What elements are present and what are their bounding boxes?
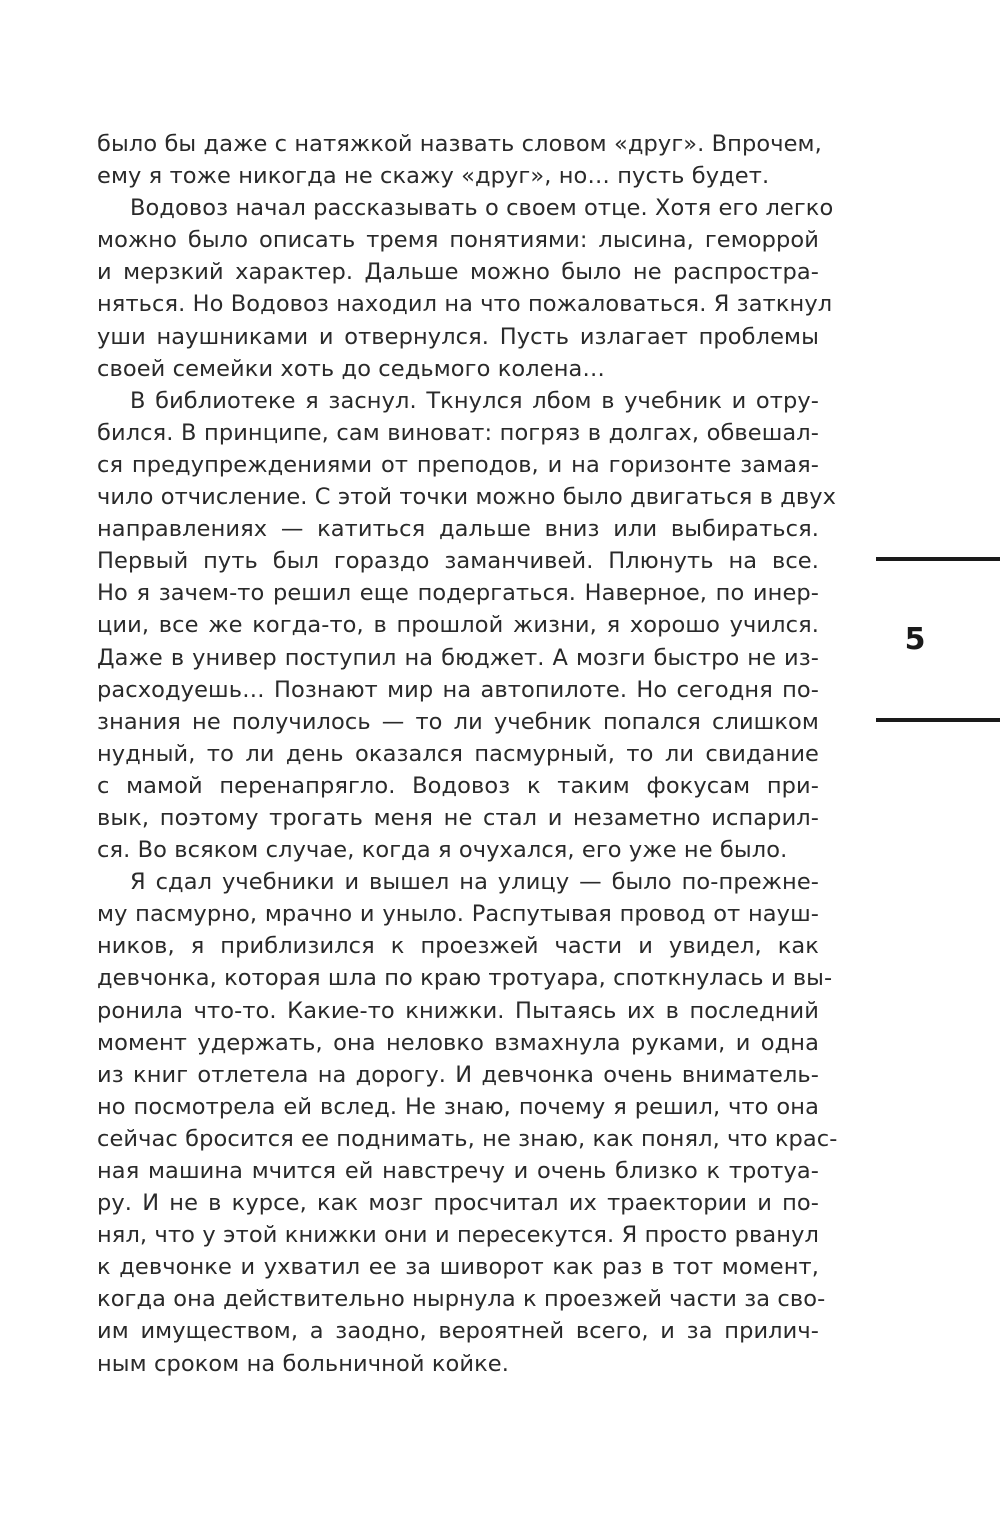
text-line: ся предупреждениями от преподов, и на горизонте замая- [97, 451, 819, 478]
text-line: когда она действительно нырнула к проезжей части за сво- [97, 1286, 826, 1313]
text-line: из книг отлетела на дорогу. И девчонка очень вниматель- [97, 1061, 819, 1088]
text-line: расходуешь… Познают мир на автопилоте. Но сегодня по- [97, 676, 819, 703]
text-line: к девчонке и ухватил ее за шиворот как раз в тот момент, [97, 1254, 819, 1281]
paragraph-start-line: В библиотеке я заснул. Ткнулся лбом в учебник и отру- [130, 387, 819, 414]
paragraph-start-line: Водовоз начал рассказывать о своем отце. Хотя его легко [130, 195, 834, 222]
page-number: 5 [904, 622, 926, 657]
text-line: можно было описать тремя понятиями: лысина, геморрой [97, 227, 819, 254]
text-line: и мерзкий характер. Дальше можно было не распростра- [97, 259, 819, 286]
page-number-rule-top [876, 557, 1000, 561]
text-line: направлениях — катиться дальше вниз или выбираться. [97, 516, 819, 543]
text-line: им имуществом, а заодно, вероятней всего, и за прилич- [97, 1318, 819, 1345]
text-line: ся. Во всяком случае, когда я очухался, его уже не было. [97, 837, 788, 864]
text-line: вык, поэтому трогать меня не стал и незаметно испарил- [97, 804, 819, 831]
text-line: но посмотрела ей вслед. Не знаю, почему я решил, что она [97, 1093, 819, 1120]
text-line: бился. В принципе, сам виноват: погряз в долгах, обвешал- [97, 419, 819, 446]
text-line: было бы даже с натяжкой назвать словом «друг». Впрочем, [97, 131, 822, 157]
text-line: Первый путь был гораздо заманчивей. Плюнуть на все. [97, 548, 819, 575]
text-line: нудный, то ли день оказался пасмурный, то ли свидание [97, 740, 819, 767]
text-line: нял, что у этой книжки они и пересекутся. Я просто рванул [97, 1222, 819, 1249]
text-line: ная машина мчится ей навстречу и очень близко к тротуа- [97, 1158, 819, 1184]
page-number-rule-bottom [876, 718, 1000, 722]
text-line: няться. Но Водовоз находил на что пожаловаться. Я заткнул [97, 291, 833, 318]
text-line: чило отчисление. С этой точки можно было двигаться в двух [97, 484, 837, 511]
text-line: сейчас бросится ее поднимать, не знаю, как понял, что крас- [97, 1125, 838, 1152]
text-line: ников, я приблизился к проезжей части и увидел, как [97, 933, 819, 960]
paragraph-start-line: Я сдал учебники и вышел на улицу — было по-прежне- [130, 869, 819, 896]
text-line: ру. И не в курсе, как мозг просчитал их траектории и по- [97, 1190, 819, 1217]
text-line: девчонка, которая шла по краю тротуара, споткнулась и вы- [97, 965, 833, 992]
text-line: Но я зачем-то решил еще подергаться. Наверное, по инер- [97, 580, 819, 607]
text-line: момент удержать, она неловко взмахнула руками, и одна [97, 1029, 819, 1056]
text-line: ему я тоже никогда не скажу «друг», но… пусть будет. [97, 163, 770, 190]
text-line: Даже в универ поступил на бюджет. А мозги быстро не из- [97, 644, 819, 671]
text-line: му пасмурно, мрачно и уныло. Распутывая провод от науш- [97, 901, 819, 928]
text-line: ронила что-то. Какие-то книжки. Пытаясь их в последний [97, 997, 819, 1024]
text-line: ции, все же когда-то, в прошлой жизни, я хорошо учился. [97, 612, 819, 639]
text-line: уши наушниками и отвернулся. Пусть излагает проблемы [97, 323, 819, 350]
text-line: ным сроком на больничной койке. [97, 1350, 509, 1377]
text-line: своей семейки хоть до седьмого колена… [97, 355, 605, 382]
text-line: знания не получилось — то ли учебник попался слишком [97, 708, 819, 735]
text-line: с мамой перенапрягло. Водовоз к таким фокусам при- [97, 772, 819, 799]
body-text [97, 128, 838, 1380]
